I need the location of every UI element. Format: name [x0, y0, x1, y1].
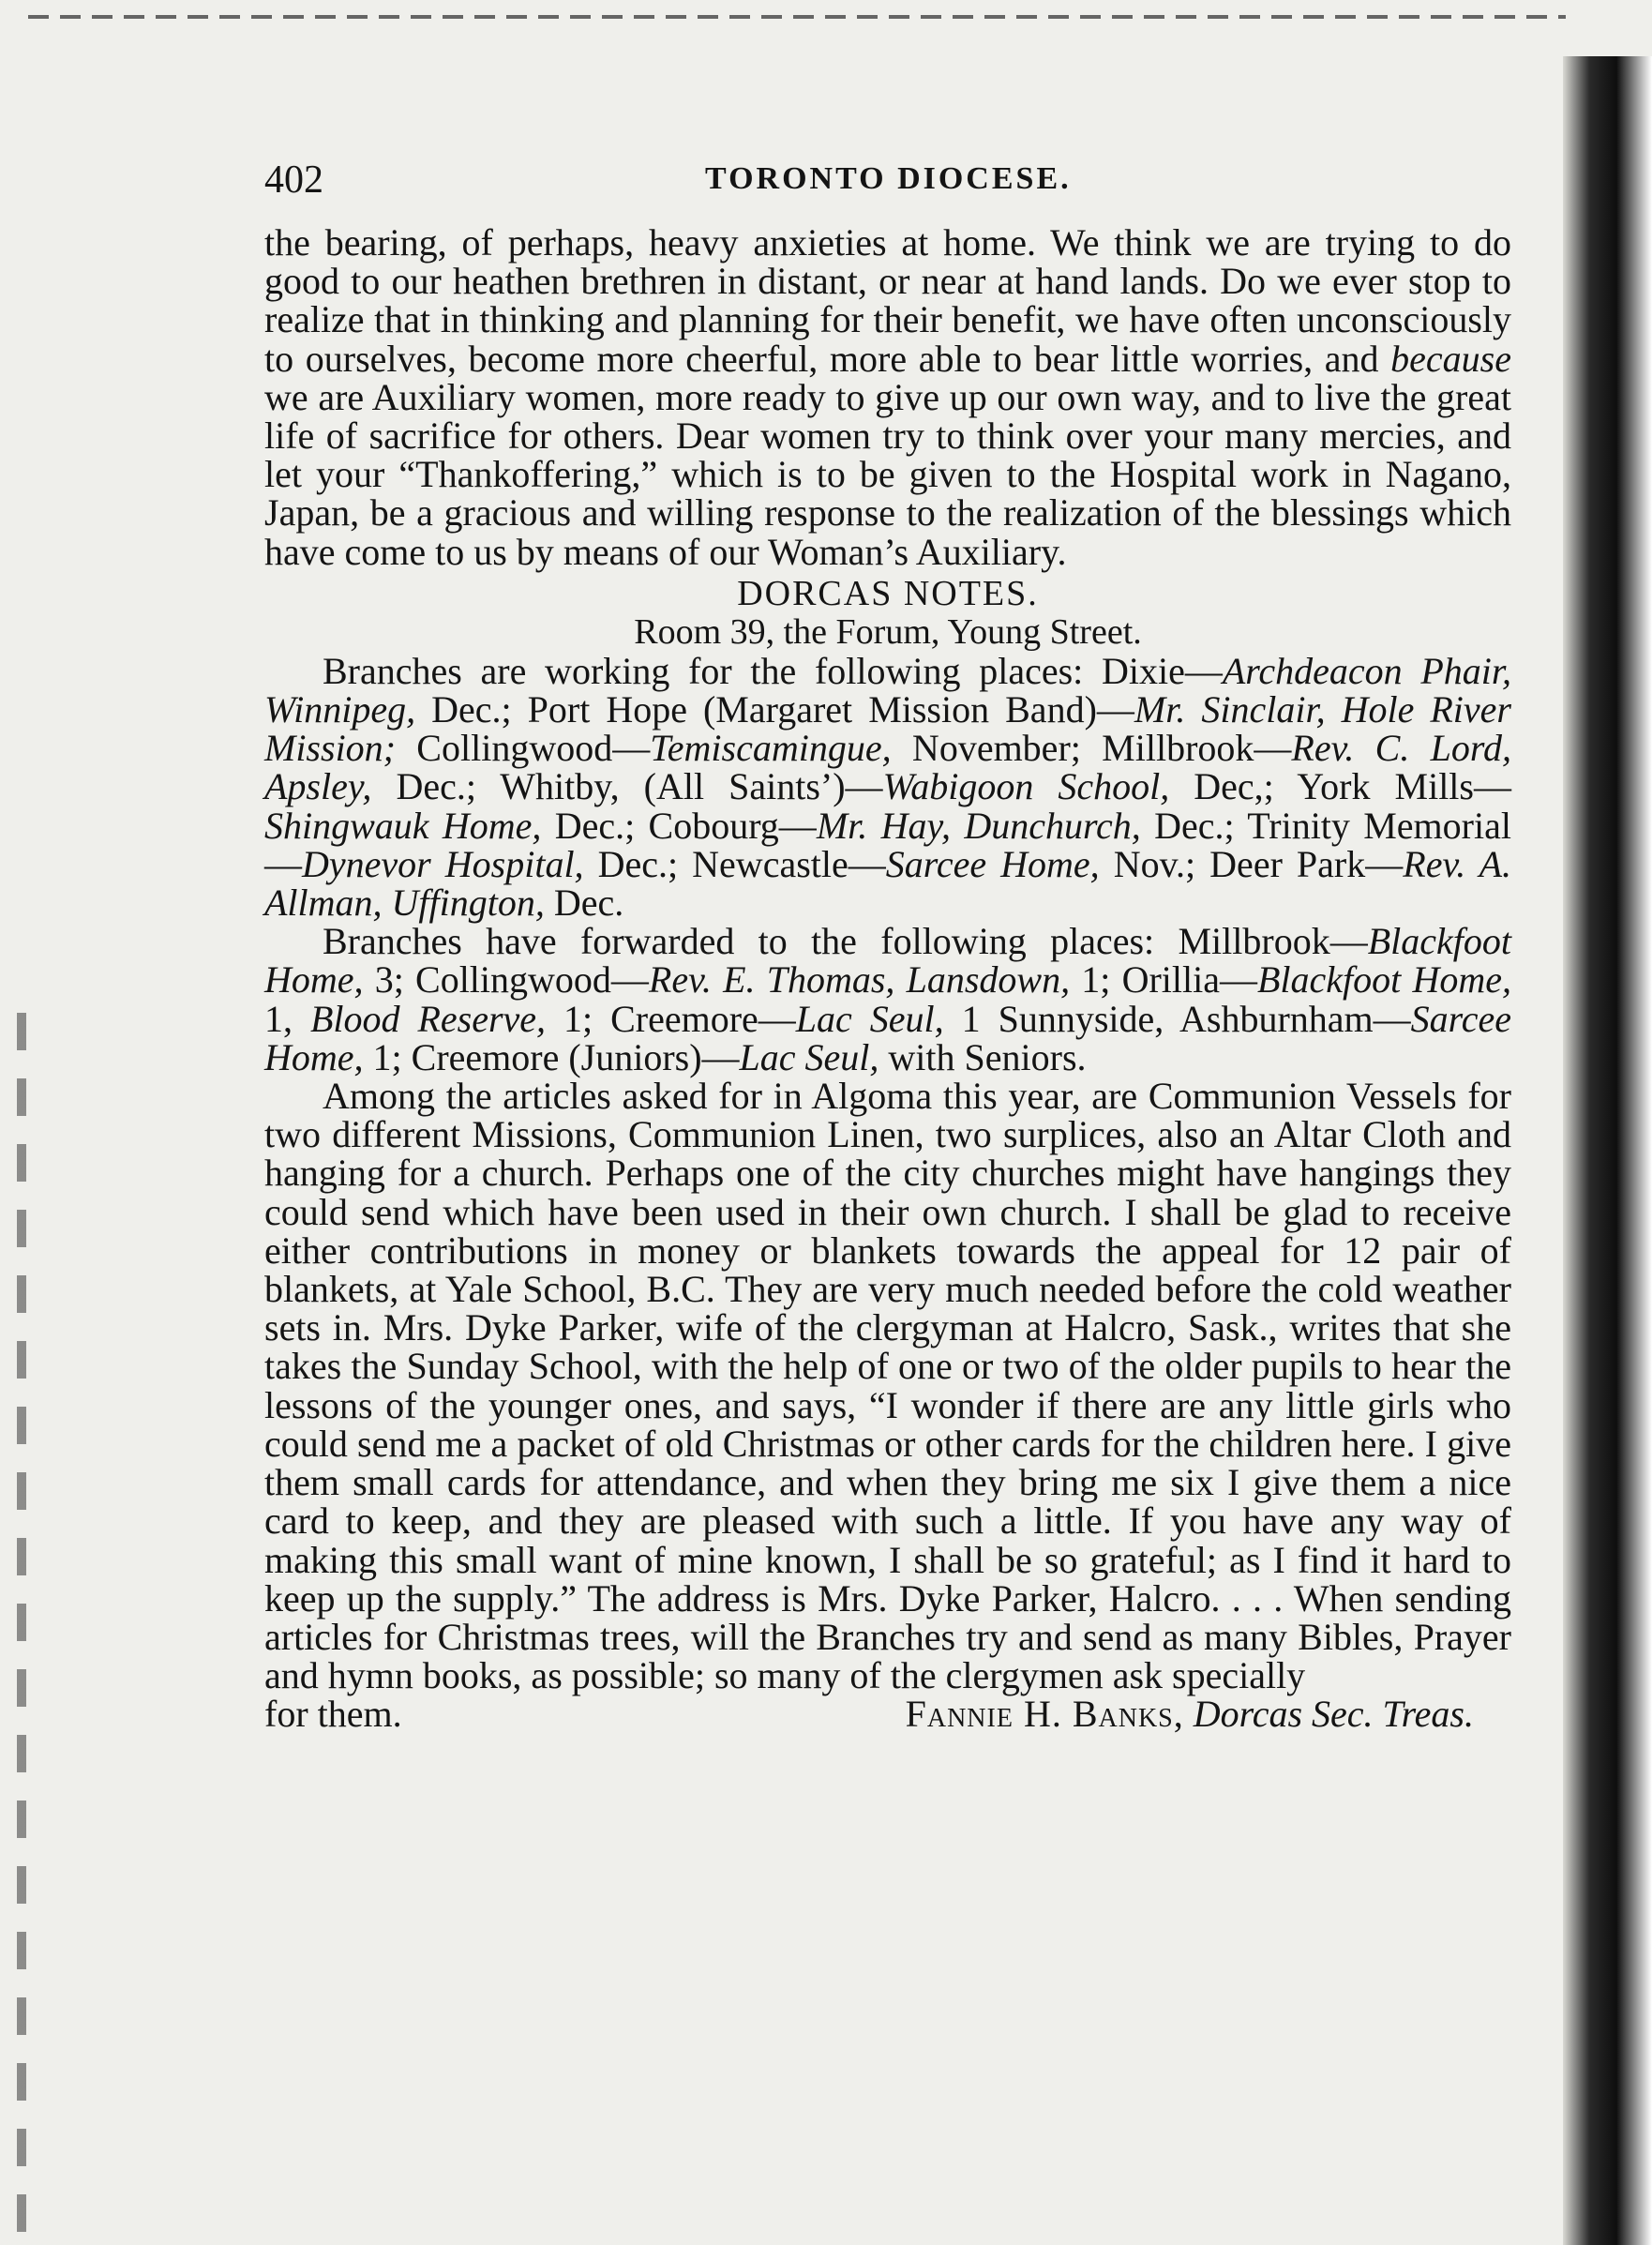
italic-text-run: Mr. Sinclair, Hole River Mission; — [264, 688, 1511, 770]
text-run: Among the articles asked for in Algoma this year, are Communion Vessels for two different Missions, Communion Linen, two surplices, also an Altar Cloth and hanging for a church. Perhaps one of the city churches might have hangings they could send which have been used in their own church. I shall be glad to receive either contributions in money or blankets towards the appeal for 12 pair of blankets, at Yale School, B.C. They are very much needed before the cold weather sets in. Mrs. Dyke Parker, wife of the clergyman at Halcro, Sask., writes that she takes the Sunday School, with the help of one or two of the older pupils to hear the lessons of the younger ones, and says, “I wonder if there are any little girls who could send me a packet of old Christmas or other cards for the children here. I give them small cards for attendance, and when they bring me six I give them a nice card to keep, and they are pleased with such a little. If you have any way of making this small want of mine known, I shall be so grateful; as I find it hard to keep up the supply.” The address is Mrs. Dyke Parker, Halcro. . . . When sending articles for Christmas trees, will the Branches try and send as many Bibles, Prayer and hymn books, as possible; so many of the clergymen ask specially — [264, 1075, 1511, 1697]
text-run: Dec.; Port Hope (Margaret Mission Band)— — [415, 688, 1134, 731]
italic-text-run: Sarcee Home, — [885, 842, 1100, 885]
algoma-paragraph — [264, 1077, 1511, 1695]
intro-paragraph — [264, 223, 1511, 571]
running-title: TORONTO DIOCESE. — [705, 161, 1072, 196]
text-run: Dec.; Whitby, (All Saints’)— — [371, 765, 883, 808]
article-text — [264, 223, 1511, 1734]
signature-line — [264, 1693, 1511, 1736]
section-title: DORCAS NOTES. — [737, 573, 1039, 613]
branches-working-paragraph — [264, 649, 1511, 925]
italic-text-run: Temiscamingue, — [650, 727, 892, 770]
top-scan-rule — [28, 15, 1566, 19]
italic-text-run: Lac Seul, — [795, 997, 944, 1040]
text-run: November; Millbrook— — [891, 727, 1292, 770]
text-run: 3; Collingwood— — [363, 958, 649, 1002]
text-run: the bearing, of perhaps, heavy anxieties at home. We think we are trying to do good to our heathen brethren in distant, or near at hand lands. Do we ever stop to realize that in thinking and planning for their benefit, we have often unconsciously to ourselves, become more cheerful, more able to bear little worries, and — [264, 221, 1511, 380]
text-run: 1; Creemore— — [546, 997, 796, 1040]
italic-text-run: Blackfoot Home, — [1256, 958, 1511, 1002]
text-run: Branches are working for the following places: Dixie— — [323, 649, 1223, 692]
page-number: 402 — [264, 158, 323, 202]
italic-text-run: because — [1390, 337, 1511, 380]
text-run: Nov.; Deer Park— — [1099, 842, 1404, 885]
text-run: with Seniors. — [879, 1035, 1087, 1078]
running-head — [264, 158, 1511, 223]
italic-text-run: Shingwauk Home, — [264, 804, 542, 847]
signature-name: Fannie H. Banks, — [905, 1693, 1184, 1736]
text-run: Dec.; Newcastle— — [583, 842, 886, 885]
text-run: we are Auxiliary women, more ready to give up our own way, and to live the great life of sacrifice for others. Dear women try to think over your many mercies, and let your “Thankoffering,” which is to be given to the Hospital work in Nagano, Japan, be a gracious and willing response to the realization of the blessings which have come to us by means of our Woman’s Auxiliary. — [264, 375, 1511, 573]
italic-text-run: Wabigoon School, — [882, 765, 1170, 808]
text-run: 1, — [264, 997, 310, 1040]
closing-words: for them. — [264, 1693, 402, 1736]
text-run: Dec.; Trinity Memorial— — [264, 804, 1511, 885]
text-run: Dec,; York Mills— — [1169, 765, 1511, 808]
section-subtitle: Room 39, the Forum, Young Street. — [634, 611, 1142, 652]
text-run: 1; Orillia— — [1070, 958, 1257, 1002]
italic-text-run: Blackfoot Home, — [264, 920, 1511, 1002]
signature-title: Dorcas Sec. Treas. — [1193, 1693, 1474, 1736]
italic-text-run: Archdeacon Phair, Winnipeg, — [264, 649, 1511, 731]
text-run: Collingwood— — [396, 727, 651, 770]
signature — [905, 1693, 1474, 1736]
italic-text-run: Blood Reserve, — [309, 997, 547, 1040]
text-run: 1 Sunnyside, Ashburnham— — [943, 997, 1411, 1040]
italic-text-run: Rev. A. Allman, Uffington, — [264, 842, 1511, 925]
italic-text-run: Lac Seul, — [739, 1035, 879, 1078]
text-run: 1; Creemore (Juniors)— — [363, 1035, 740, 1078]
left-scan-edge — [17, 1013, 26, 2232]
italic-text-run: Rev. E. Thomas, Lansdown, — [648, 958, 1071, 1002]
text-run: Branches have forwarded to the following places: Millbrook— — [323, 920, 1368, 963]
italic-text-run: Sarcee Home, — [264, 997, 1511, 1078]
text-run: Dec. — [544, 881, 624, 925]
italic-text-run: Dynevor Hospital, — [302, 842, 584, 885]
italic-text-run: Rev. C. Lord, Apsley, — [264, 727, 1511, 808]
text-run: Dec.; Cobourg— — [541, 804, 817, 847]
italic-text-run: Mr. Hay, Dunchurch, — [816, 804, 1141, 847]
page-body — [264, 158, 1511, 1734]
branches-forwarded-paragraph — [264, 922, 1511, 1077]
page-binding-edge — [1563, 56, 1652, 2245]
